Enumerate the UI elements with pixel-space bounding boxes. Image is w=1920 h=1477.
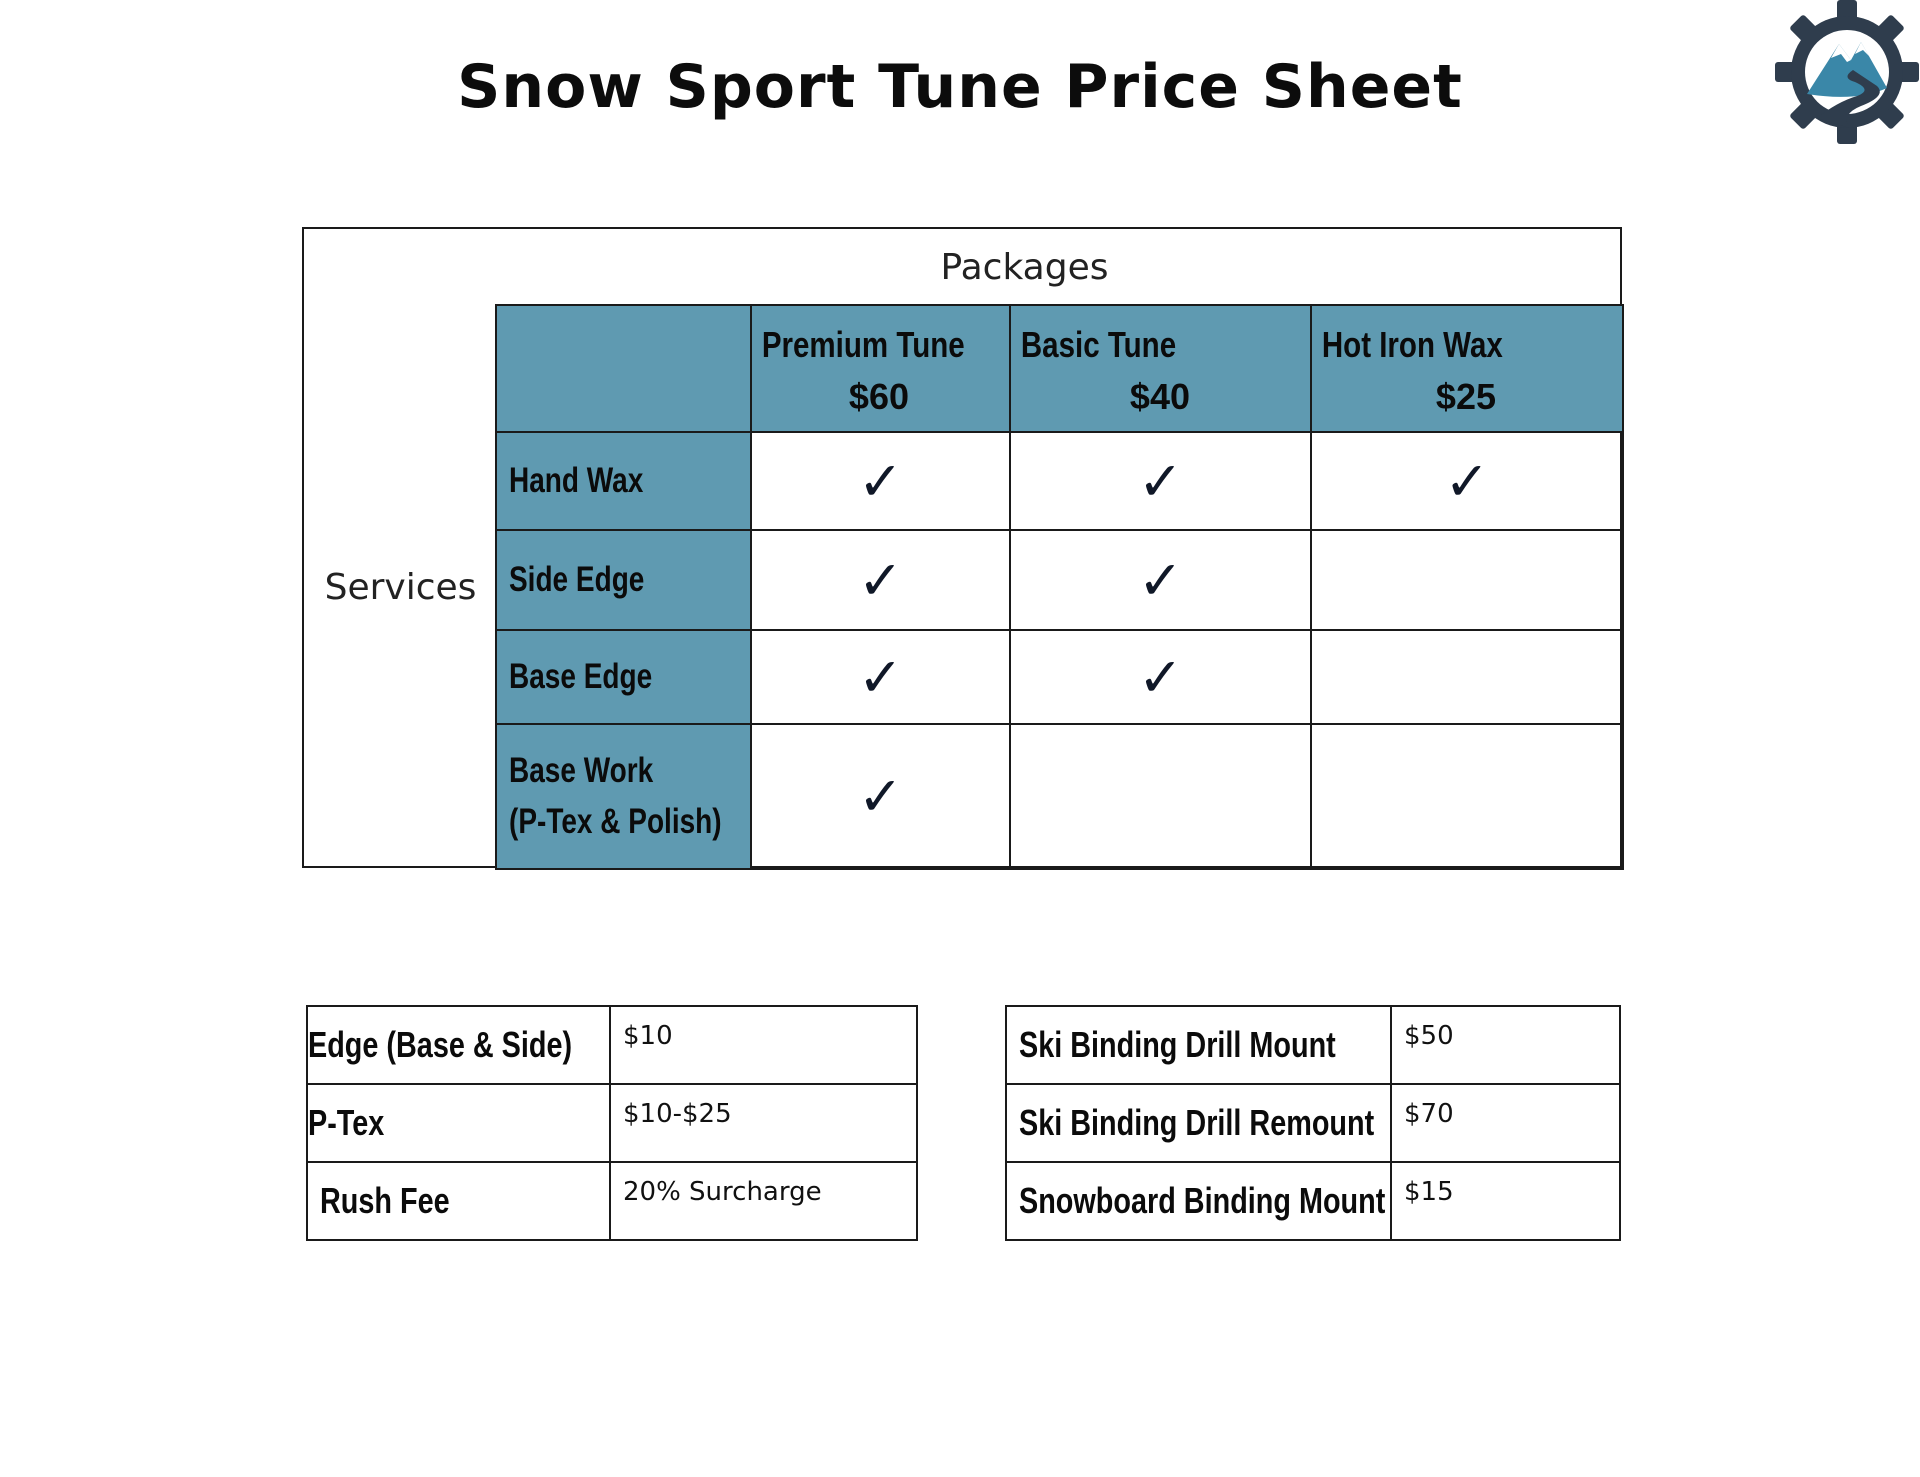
package-price: $40 [1129,376,1190,417]
empty-cell [1311,530,1623,630]
corner-cell [496,305,751,432]
extra-label: Ski Binding Drill Remount [1006,1084,1391,1162]
service-row-hand-wax [496,432,1623,530]
extras-row [307,1084,917,1162]
service-label: Side Edge [496,530,751,630]
package-name: Premium Tune [761,324,965,365]
extras-row [1006,1162,1620,1240]
packages-grid [495,304,1624,870]
service-label: Hand Wax [496,432,751,530]
extras-table-right [1005,1005,1621,1241]
packages-table [302,227,1622,868]
extra-label: Ski Binding Drill Mount [1006,1006,1391,1084]
page-title: Snow Sport Tune Price Sheet [457,52,1463,122]
extra-price: $10 [610,1006,917,1084]
check-icon: ✓ [751,630,1010,724]
extras-row [1006,1006,1620,1084]
extra-price: 20% Surcharge [610,1162,917,1240]
gear-mountain-logo-icon [1770,0,1920,148]
service-row-base-edge [496,630,1623,724]
check-icon: ✓ [1010,530,1311,630]
packages-group-label: Packages [940,247,1109,288]
extras-row [1006,1084,1620,1162]
extras-table-left [306,1005,918,1241]
check-icon: ✓ [1311,432,1623,530]
extra-price: $50 [1391,1006,1620,1084]
extra-price: $70 [1391,1084,1620,1162]
check-icon: ✓ [751,432,1010,530]
check-icon: ✓ [751,530,1010,630]
check-icon: ✓ [1010,432,1311,530]
empty-cell [1311,630,1623,724]
empty-cell [1311,724,1623,869]
package-header-hot-iron-wax [1311,305,1623,432]
services-group-label: Services [324,566,477,608]
check-icon: ✓ [1010,630,1311,724]
package-price: $25 [1435,376,1496,417]
package-name: Hot Iron Wax [1321,324,1503,365]
extra-label: Rush Fee [307,1162,610,1240]
extra-price: $10-$25 [610,1084,917,1162]
extra-label: Edge (Base & Side) [307,1006,610,1084]
extra-price: $15 [1391,1162,1620,1240]
extras-row [307,1162,917,1240]
package-price: $60 [848,376,909,417]
service-label: Base Edge [496,630,751,724]
extras-row [307,1006,917,1084]
service-row-base-work [496,724,1623,869]
package-name: Basic Tune [1020,324,1177,365]
package-header-basic [1010,305,1311,432]
service-row-side-edge [496,530,1623,630]
extra-label: Snowboard Binding Mount [1006,1162,1391,1240]
service-label: Base Work (P-Tex & Polish) [496,724,751,869]
package-header-premium [751,305,1010,432]
check-icon: ✓ [751,724,1010,869]
empty-cell [1010,724,1311,869]
extra-label: P-Tex [307,1084,610,1162]
